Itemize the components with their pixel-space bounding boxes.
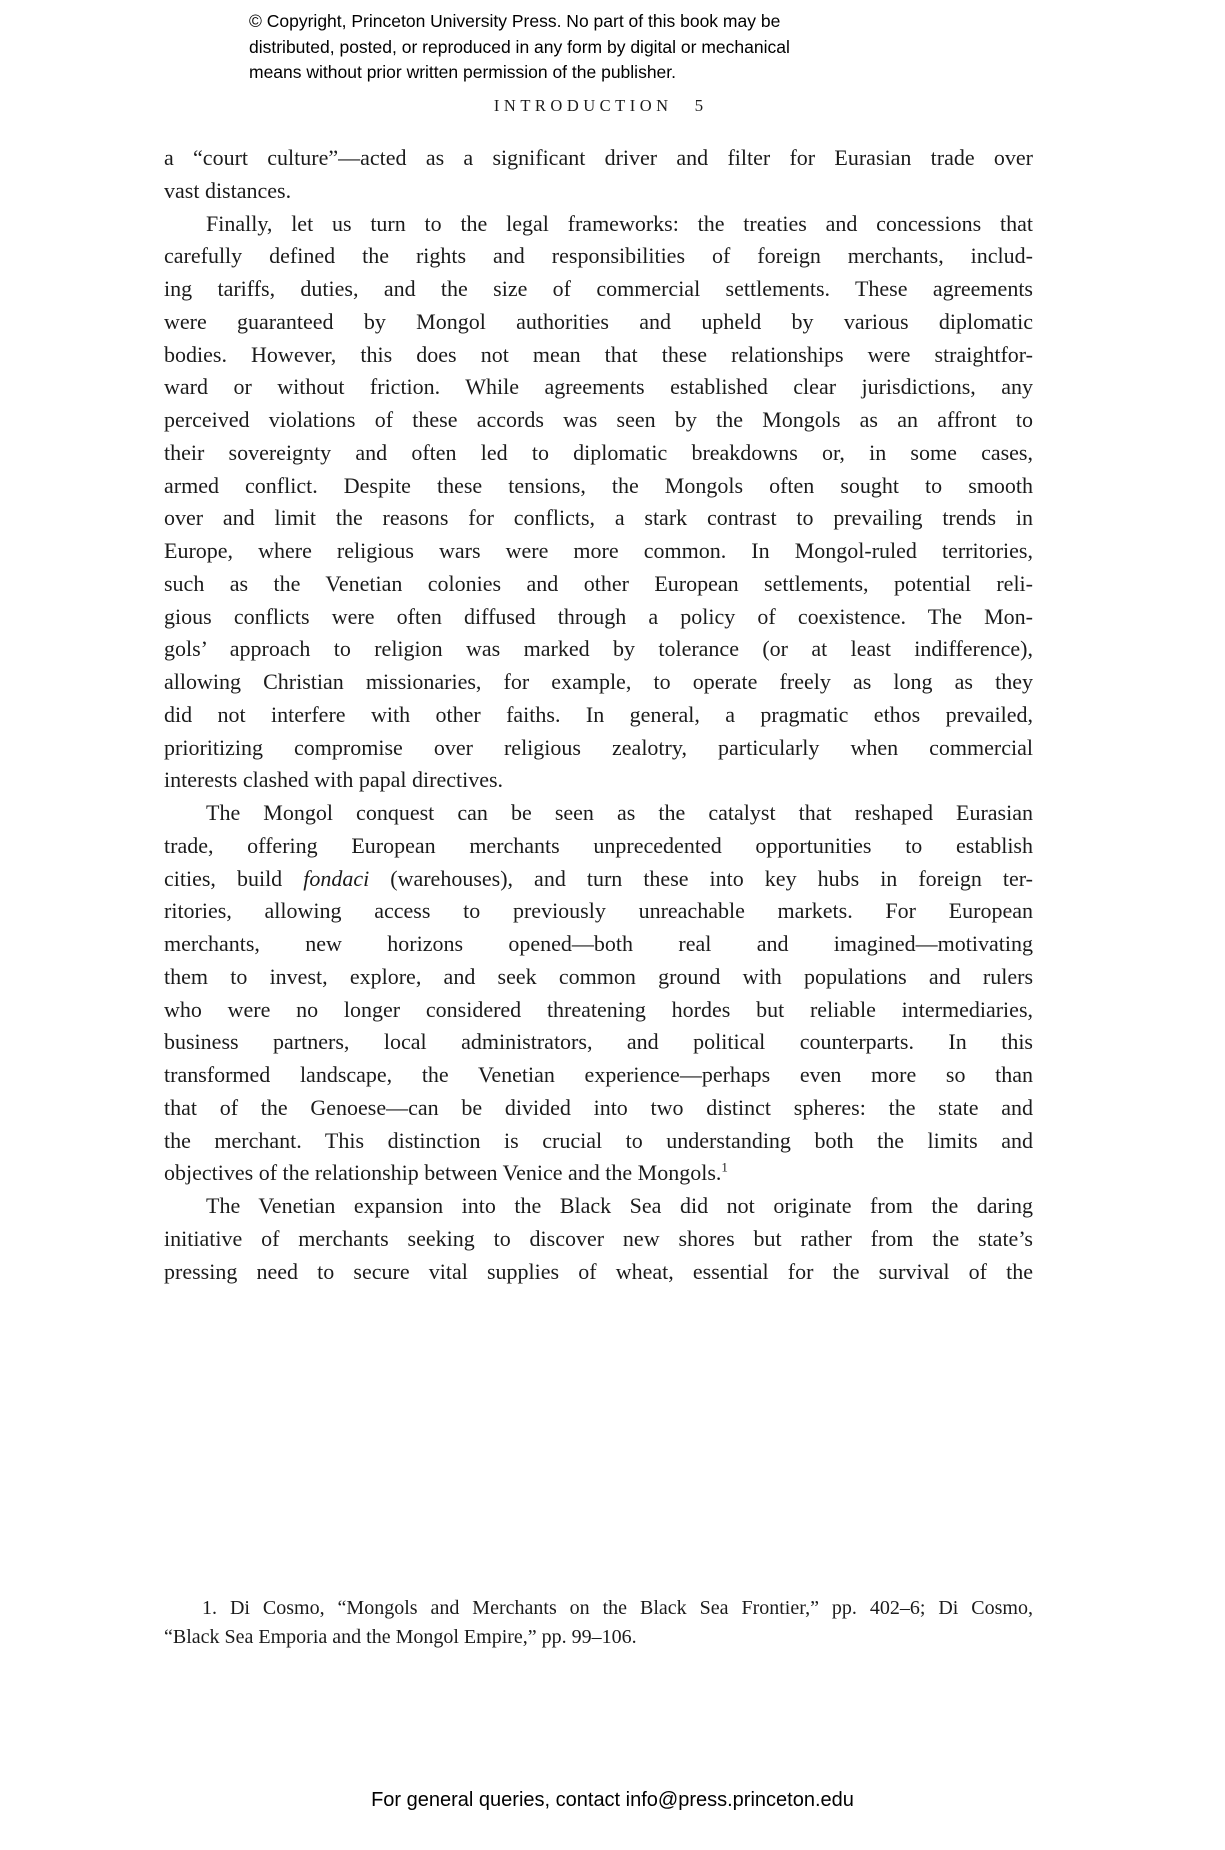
running-head — [164, 96, 1033, 116]
body-line: gols’ approach to religion was marked by tolerance (or at least indifference), — [164, 636, 1033, 662]
body-line: were guaranteed by Mongol authorities and upheld by various diplomatic — [164, 308, 1033, 334]
body-line: objectives of the relationship between Venice and the Mongols.$^1$ — [164, 1159, 728, 1186]
body-line: The Venetian expansion into the Black Sea did not originate from the daring — [206, 1193, 1033, 1218]
body-line: ritories, allowing access to previously unreachable markets. For European — [164, 898, 1033, 924]
body-line: transformed landscape, the Venetian experience—perhaps even more so than — [164, 1062, 1033, 1087]
page-number: 5 — [694, 96, 704, 115]
body-line: ing tariffs, duties, and the size of commercial settlements. These agreements — [164, 276, 1033, 301]
body-line: them to invest, explore, and seek common ground with populations and rulers — [164, 963, 1033, 989]
body-text — [164, 142, 1033, 1288]
body-line: did not interfere with other faiths. In general, a pragmatic ethos prevailed, — [164, 701, 1033, 727]
footer-contact: For general queries, contact info@press.princeton.edu — [371, 1789, 854, 1811]
body-line: ward or without friction. While agreements established clear jurisdictions, any — [164, 374, 1033, 400]
body-line: Europe, where religious wars were more common. In Mongol-ruled territories, — [164, 538, 1033, 563]
body-line: interests clashed with papal directives. — [164, 767, 504, 793]
body-line: The Mongol conquest can be seen as the catalyst that reshaped Eurasian — [206, 800, 1033, 825]
body-line: bodies. However, this does not mean that these relationships were straightfor- — [164, 341, 1033, 367]
body-line: Finally, let us turn to the legal frameworks: the treaties and concessions that — [206, 210, 1033, 236]
body-line: pressing need to secure vital supplies of wheat, essential for the survival of the — [164, 1258, 1033, 1284]
body-line: carefully defined the rights and responsibilities of foreign merchants, includ- — [164, 243, 1033, 269]
copyright-notice — [249, 9, 790, 86]
copyright-line: distributed, posted, or reproduced in any form by digital or mechanical — [249, 36, 790, 57]
body-line: that of the Genoese—can be divided into two distinct spheres: the state and — [164, 1094, 1033, 1120]
body-line: their sovereignty and often led to diplomatic breakdowns or, in some cases, — [164, 439, 1033, 465]
body-line: initiative of merchants seeking to discover new shores but rather from the state’s — [164, 1225, 1033, 1251]
body-line: allowing Christian missionaries, for example, to operate freely as long as they — [164, 669, 1033, 694]
body-line: armed conflict. Despite these tensions, the Mongols often sought to smooth — [164, 472, 1033, 498]
body-line: trade, offering European merchants unprecedented opportunities to establish — [164, 832, 1033, 858]
copyright-line: means without prior written permission of the publisher. — [249, 62, 677, 82]
body-line: such as the Venetian colonies and other European settlements, potential reli- — [164, 570, 1033, 596]
body-line: cities, build fondaci (warehouses), and turn these into key hubs in foreign ter- — [164, 865, 1033, 891]
footnote — [164, 1594, 1033, 1652]
body-line: over and limit the reasons for conflicts, a stark contrast to prevailing trends in — [164, 505, 1033, 531]
body-line: business partners, local administrators, and political counterparts. In this — [164, 1029, 1033, 1055]
body-line: merchants, new horizons opened—both real and imagined—motivating — [164, 931, 1033, 956]
body-line: the merchant. This distinction is crucial to understanding both the limits and — [164, 1127, 1033, 1153]
body-line: perceived violations of these accords was seen by the Mongols as an affront to — [164, 407, 1033, 432]
body-line: who were no longer considered threatening hordes but reliable intermediaries, — [164, 996, 1033, 1022]
footnote-reference: 1 — [721, 1159, 728, 1175]
footnote-line: 1. Di Cosmo, “Mongols and Merchants on the Black Sea Frontier,” pp. 402–6; Di Cosmo, — [202, 1597, 1033, 1619]
italic-term-fondaci: fondaci — [303, 865, 370, 891]
copyright-line: © Copyright, Princeton University Press. No part of this book may be — [249, 11, 781, 31]
body-line: vast distances. — [164, 177, 292, 203]
chapter-title: INTRODUCTION — [493, 96, 673, 115]
body-line: gious conflicts were often diffused through a policy of coexistence. The Mon- — [164, 603, 1033, 629]
body-line: a “court culture”—acted as a significant driver and filter for Eurasian trade over — [164, 145, 1033, 170]
footnote-line: “Black Sea Emporia and the Mongol Empire,” pp. 99–106. — [164, 1626, 637, 1648]
body-line: prioritizing compromise over religious zealotry, particularly when commercial — [164, 734, 1033, 760]
